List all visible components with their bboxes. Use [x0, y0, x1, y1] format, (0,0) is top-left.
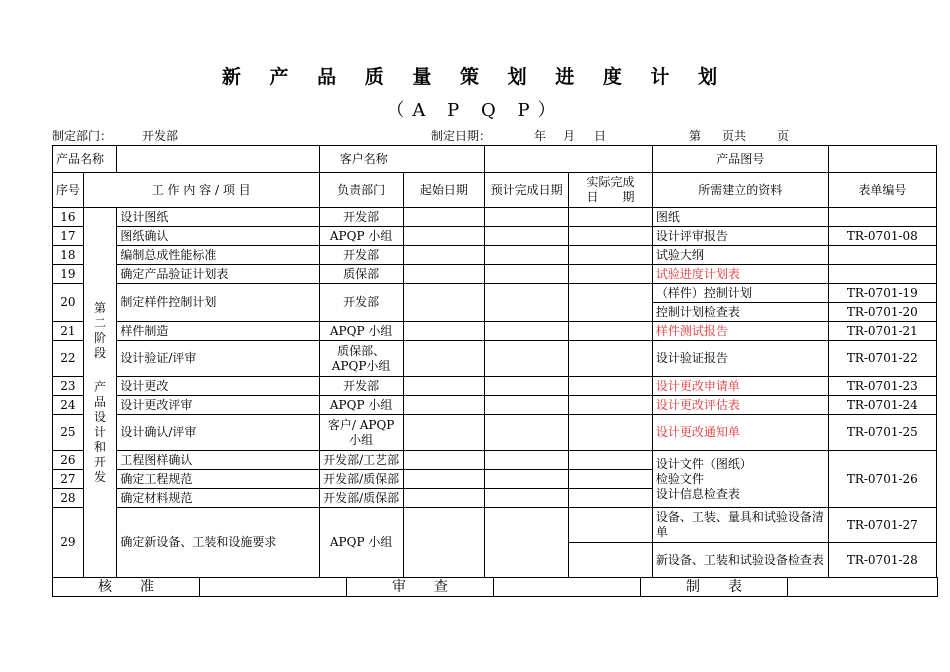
- task-row: [53, 451, 937, 470]
- stage-label-char: 二: [94, 315, 107, 330]
- start-date-cell[interactable]: [403, 470, 485, 489]
- required-doc: （样件）控制计划: [652, 284, 828, 303]
- date-year: 年: [534, 129, 547, 143]
- review-signature[interactable]: [494, 578, 641, 597]
- actual-date-cell[interactable]: [569, 415, 653, 451]
- task-name: 确定工程规范: [117, 470, 319, 489]
- responsible-dept: APQP 小组: [319, 396, 403, 415]
- planned-date-cell[interactable]: [485, 451, 569, 470]
- row-number: 25: [53, 415, 84, 451]
- task-name: 设计验证/评审: [117, 341, 319, 377]
- row-number: 27: [53, 470, 84, 489]
- responsible-dept: APQP 小组: [319, 227, 403, 246]
- page-suffix: 页: [777, 129, 790, 143]
- header-seq: 序号: [53, 173, 84, 208]
- stage-label-char: 计: [94, 424, 107, 439]
- actual-date-cell[interactable]: [569, 377, 653, 396]
- task-name: 设计确认/评审: [117, 415, 319, 451]
- dept-label: 制定部门：: [52, 129, 113, 143]
- prepare-label: 制 表: [641, 578, 788, 597]
- start-date-cell[interactable]: [403, 265, 485, 284]
- product-name-value[interactable]: [117, 146, 319, 173]
- actual-date-cell[interactable]: [569, 208, 653, 227]
- required-doc: 设计文件（图纸）: [655, 456, 752, 471]
- task-name: 设计图纸: [117, 208, 319, 227]
- actual-date-cell[interactable]: [569, 489, 653, 508]
- stage-label-char: 开: [94, 454, 107, 469]
- required-doc: 试验大纲: [652, 246, 828, 265]
- form-number: TR-0701-28: [828, 543, 936, 578]
- row-number: 24: [53, 396, 84, 415]
- start-date-cell[interactable]: [403, 451, 485, 470]
- planned-date-cell[interactable]: [485, 396, 569, 415]
- stage-label-char: 发: [94, 469, 107, 484]
- product-drawing-label: 产品图号: [652, 146, 828, 173]
- product-name-label: 产品名称: [53, 146, 117, 173]
- customer-name-value[interactable]: [485, 146, 653, 173]
- review-label: 审 查: [347, 578, 494, 597]
- task-name: 样件制造: [117, 322, 319, 341]
- planned-date-cell[interactable]: [485, 322, 569, 341]
- required-doc-group: [652, 451, 828, 508]
- row-number: 19: [53, 265, 84, 284]
- responsible-dept: 开发部: [319, 377, 403, 396]
- required-doc: 图纸: [652, 208, 828, 227]
- responsible-dept: 开发部: [319, 284, 403, 322]
- planned-date-cell[interactable]: [485, 246, 569, 265]
- planned-date-cell[interactable]: [485, 284, 569, 322]
- start-date-cell[interactable]: [403, 489, 485, 508]
- required-doc: 检验文件: [655, 471, 704, 486]
- stage-label-char: 和: [94, 439, 107, 454]
- stage-label-char: 第: [94, 300, 107, 315]
- task-name: 工程图样确认: [117, 451, 319, 470]
- responsible-dept: APQP 小组: [319, 322, 403, 341]
- customer-name-label: 客户名称: [319, 146, 485, 173]
- start-date-cell[interactable]: [403, 508, 485, 578]
- task-row: [53, 377, 937, 396]
- row-number: 18: [53, 246, 84, 265]
- page-mid: 页共: [722, 129, 747, 143]
- row-number: 20: [53, 284, 84, 322]
- planned-date-cell[interactable]: [485, 208, 569, 227]
- row-number: 26: [53, 451, 84, 470]
- task-row: [53, 284, 937, 303]
- planned-date-cell[interactable]: [485, 470, 569, 489]
- start-date-cell[interactable]: [403, 227, 485, 246]
- form-number: TR-0701-23: [828, 377, 936, 396]
- responsible-dept: 客户/ APQP 小组: [319, 415, 403, 451]
- planned-date-cell[interactable]: [485, 377, 569, 396]
- row-number: 17: [53, 227, 84, 246]
- required-doc: 试验进度计划表: [652, 265, 828, 284]
- actual-date-cell[interactable]: [569, 508, 653, 543]
- task-row: [53, 265, 937, 284]
- row-number: 28: [53, 489, 84, 508]
- required-doc: 设计更改通知单: [652, 415, 828, 451]
- task-row: [53, 322, 937, 341]
- start-date-cell[interactable]: [403, 396, 485, 415]
- row-number: 22: [53, 341, 84, 377]
- stage-label-char: [87, 361, 114, 380]
- planned-date-cell[interactable]: [485, 415, 569, 451]
- task-name: 确定新设备、工装和设施要求: [117, 508, 319, 578]
- prepare-signature[interactable]: [788, 578, 938, 597]
- header-start: 起始日期: [403, 173, 485, 208]
- form-number: TR-0701-25: [828, 415, 936, 451]
- start-date-cell[interactable]: [403, 415, 485, 451]
- task-row: [53, 246, 937, 265]
- stage-label-char: 段: [94, 345, 107, 360]
- actual-date-cell[interactable]: [569, 284, 653, 322]
- stage-label-char: 阶: [94, 330, 107, 345]
- stage-label-char: 产: [94, 379, 107, 394]
- header-actual: 实际完成 日 期: [569, 173, 653, 208]
- responsible-dept: 开发部: [319, 208, 403, 227]
- form-number: [828, 208, 936, 227]
- planned-date-cell[interactable]: [485, 489, 569, 508]
- actual-date-cell[interactable]: [569, 341, 653, 377]
- form-number: TR-0701-08: [828, 227, 936, 246]
- start-date-cell[interactable]: [403, 208, 485, 227]
- apqp-table: [52, 145, 937, 578]
- signoff-row: [53, 578, 938, 597]
- task-name: 制定样件控制计划: [117, 284, 319, 322]
- planned-date-cell[interactable]: [485, 227, 569, 246]
- start-date-cell[interactable]: [403, 246, 485, 265]
- task-name: 图纸确认: [117, 227, 319, 246]
- start-date-cell[interactable]: [403, 284, 485, 322]
- planned-date-cell[interactable]: [485, 341, 569, 377]
- actual-date-cell[interactable]: [569, 451, 653, 470]
- form-number: TR-0701-19: [828, 284, 936, 303]
- approve-signature[interactable]: [200, 578, 347, 597]
- actual-date-cell[interactable]: [569, 470, 653, 489]
- required-doc: 设计信息检查表: [655, 486, 740, 501]
- start-date-cell[interactable]: [403, 341, 485, 377]
- task-row: [53, 208, 937, 227]
- responsible-dept: APQP 小组: [319, 508, 403, 578]
- form-number: TR-0701-20: [828, 303, 936, 322]
- actual-date-cell[interactable]: [569, 322, 653, 341]
- task-name: 编制总成性能标准: [117, 246, 319, 265]
- responsible-dept: 开发部/质保部: [319, 470, 403, 489]
- task-row: [53, 341, 937, 377]
- dept-value: 开发部: [142, 129, 179, 143]
- header-form: 表单编号: [828, 173, 936, 208]
- form-number: TR-0701-21: [828, 322, 936, 341]
- start-date-cell[interactable]: [403, 377, 485, 396]
- stage-label-char: 设: [94, 409, 107, 424]
- stage-label: [83, 208, 117, 578]
- date-day: 日: [594, 129, 607, 143]
- product-info-row: [53, 146, 937, 173]
- header-docs: 所需建立的资料: [652, 173, 828, 208]
- responsible-dept: 质保部、APQP小组: [319, 341, 403, 377]
- task-name: 确定产品验证计划表: [117, 265, 319, 284]
- approve-label: 核 准: [53, 578, 200, 597]
- form-number: TR-0701-24: [828, 396, 936, 415]
- document-title: 新 产 品 质 量 策 划 进 度 计 划: [221, 66, 729, 88]
- row-number: 16: [53, 208, 84, 227]
- form-number: TR-0701-26: [828, 451, 936, 508]
- form-number: [828, 265, 936, 284]
- date-label: 制定日期：: [431, 129, 492, 143]
- responsible-dept: 质保部: [319, 265, 403, 284]
- stage-label-char: 品: [94, 394, 107, 409]
- document-subtitle: （A P Q P）: [386, 100, 564, 121]
- start-date-cell[interactable]: [403, 322, 485, 341]
- date-month: 月: [563, 129, 576, 143]
- task-name: 设计更改: [117, 377, 319, 396]
- required-doc: 样件测试报告: [652, 322, 828, 341]
- form-number: [828, 246, 936, 265]
- header-dept: 负责部门: [319, 173, 403, 208]
- required-doc: 控制计划检查表: [652, 303, 828, 322]
- required-doc: 设计评审报告: [652, 227, 828, 246]
- task-row: [53, 415, 937, 451]
- responsible-dept: 开发部/工艺部: [319, 451, 403, 470]
- task-row: [53, 227, 937, 246]
- page-prefix: 第: [689, 129, 702, 143]
- required-doc: 设计验证报告: [652, 341, 828, 377]
- required-doc: 设计更改评估表: [652, 396, 828, 415]
- signoff-table: [52, 577, 938, 597]
- row-number: 21: [53, 322, 84, 341]
- actual-date-cell[interactable]: [569, 543, 653, 578]
- actual-date-cell[interactable]: [569, 246, 653, 265]
- required-doc: 设计更改申请单: [652, 377, 828, 396]
- responsible-dept: 开发部/质保部: [319, 489, 403, 508]
- actual-date-cell[interactable]: [569, 227, 653, 246]
- required-doc: 设备、工装、量具和试验设备清单: [652, 508, 828, 543]
- planned-date-cell[interactable]: [485, 508, 569, 578]
- task-name: 确定材料规范: [117, 489, 319, 508]
- row-number: 23: [53, 377, 84, 396]
- actual-date-cell[interactable]: [569, 396, 653, 415]
- product-drawing-value[interactable]: [828, 146, 936, 173]
- responsible-dept: 开发部: [319, 246, 403, 265]
- row-number: 29: [53, 508, 84, 578]
- header-planned: 预计完成日期: [485, 173, 569, 208]
- header-task: 工 作 内 容 / 项 目: [83, 173, 319, 208]
- required-doc: 新设备、工装和试验设备检查表: [652, 543, 828, 578]
- planned-date-cell[interactable]: [485, 265, 569, 284]
- task-row: [53, 508, 937, 543]
- form-number: TR-0701-27: [828, 508, 936, 543]
- task-row: [53, 396, 937, 415]
- task-name: 设计更改评审: [117, 396, 319, 415]
- form-number: TR-0701-22: [828, 341, 936, 377]
- header-row: [53, 173, 937, 208]
- actual-date-cell[interactable]: [569, 265, 653, 284]
